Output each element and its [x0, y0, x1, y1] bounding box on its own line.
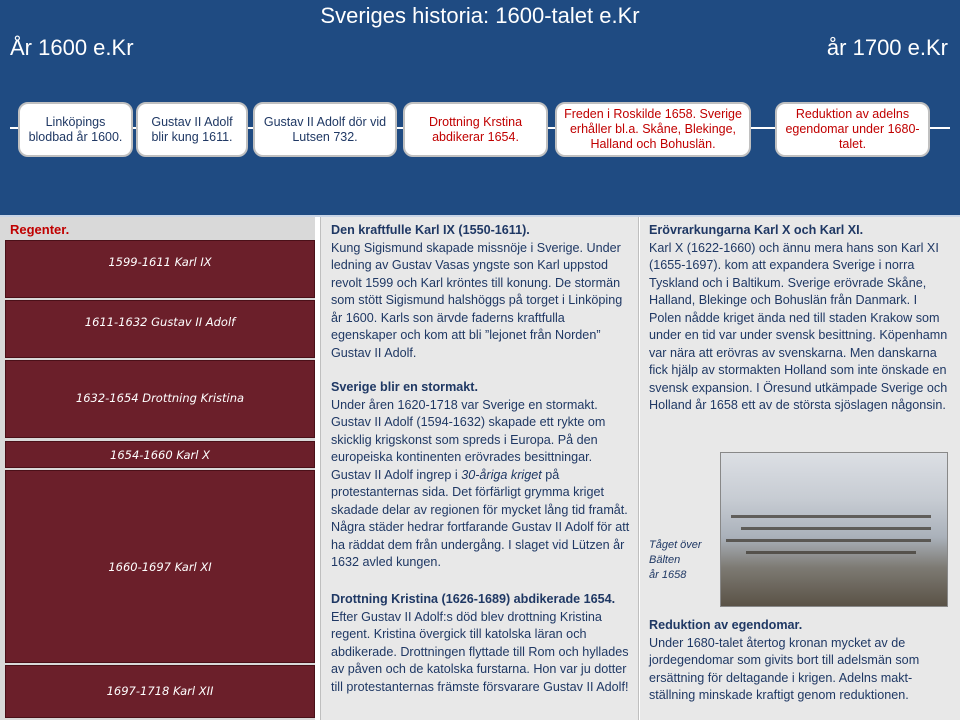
regent-label: 1654-1660 Karl X [110, 448, 210, 462]
regent-karl-x[interactable] [5, 441, 315, 468]
painting-army-row [741, 527, 931, 530]
event-text: Gustav II Adolf blir kung 1611. [151, 114, 233, 144]
regent-label: 1697-1718 Karl XII [106, 684, 214, 698]
regent-karl-xi[interactable] [5, 470, 315, 663]
regent-label: 1611-1632 Gustav II Adolf [84, 315, 236, 329]
section-stormakt [331, 379, 631, 572]
section-body [331, 397, 631, 572]
timeline-event-reduktion[interactable] [775, 102, 930, 157]
event-text: Gustav II Adolf dör vid Lutsen 732. [263, 114, 387, 144]
section-heading: Den kraftfulle Karl IX (1550-1611). [331, 223, 530, 237]
section-karl-ix [331, 222, 631, 362]
section-body: Karl X (1622-1660) och ännu mera hans son Karl XI (1655-1697). kom att expandera Sverige i norra Tyskland och i Baltikum. Sverige erövrade Skåne, Halland, Blekinge och Bohuslän från Danmark. I Polen nådde kriget ända ned till staden Krakow som under en tid var under svensk besittning. Köpenhamn var nära att erövras av svenskarna. Men danskarna fick hjälp av stormakten Holland som inte önskade en svensk expansion. I Öresund utkämpade Sverige och Holland år 1658 ett av de största sjöslagen någonsin. [649, 240, 948, 412]
painting-image [720, 452, 948, 607]
caption-line: Tåget över [649, 539, 702, 551]
body-text: Under åren 1620-1718 var Sverige en stormakt. Gustav II Adolf (1594-1632) skapade ett rykte om skicklig krigskonst som spreds i Europa. På den europeiska kontinenten erövrades besittningar. Gustav II Adolf ingrep i [331, 397, 606, 482]
painting-caption [649, 538, 702, 583]
body-text: på protestanternas sida. Det förfärligt grymma kriget skadade delar av regionen för mycket lång tid framåt. Några städer hedrar fortfarande Gustav II Adolf för att ha räddat dem från undergång. I slaget vid Lützen år 1632 avled kungen. [331, 467, 630, 569]
section-body: Efter Gustav II Adolf:s död blev drottning Kristina regent. Kristina övergick till katolska läran och abdikerade. Drottningen flyttade till Rom och hyllades av påven och de katolska furstarna. Hon var ju dotter till protestanternas främste försvarare Gustav II Adolf! [331, 609, 629, 694]
regent-label: 1660-1697 Karl XI [108, 560, 212, 574]
painting-army-row [726, 539, 931, 542]
section-heading: Drottning Kristina (1626-1689) abdikerade 1654. [331, 592, 616, 606]
timeline-end-year: år 1700 e.Kr [826, 35, 948, 60]
section-kristina [331, 591, 631, 696]
regent-drottning-kristina[interactable] [5, 360, 315, 438]
regent-label: 1599-1611 Karl IX [108, 255, 212, 269]
section-heading: Erövrarkungarna Karl X och Karl XI. [649, 223, 864, 237]
section-body: Kung Sigismund skapade missnöje i Sverige. Under ledning av Gustav Vasas yngste son Karl uppstod revolt 1599 och Karl kröntes till konung. De stormän som stött Sigismund halshöggs på torget i Linköping år 1600. Karls son ärvde faderns kraftfulla egenskaper och kom att bli ”lejonet från Norden” Gustav II Adolf. [331, 240, 623, 360]
regent-label: 1632-1654 Drottning Kristina [75, 391, 245, 405]
page-title: Sveriges historia: 1600-talet e.Kr [320, 3, 640, 28]
event-text: Drottning Krstina abdikerar 1654. [428, 114, 523, 144]
section-body: Under 1680-talet återtog kronan mycket av de jordegendomar som givits bort till adelsmän som ersättning för deltagande i krigen. Adelns makt-ställning minskade kraftigt genom reduktionen. [649, 635, 920, 702]
regent-karl-xii[interactable] [5, 665, 315, 718]
section-reduktion [649, 617, 949, 705]
timeline-event-kristina[interactable] [403, 102, 548, 157]
section-heading: Sverige blir en stormakt. [331, 380, 478, 394]
caption-line: år 1658 [649, 569, 687, 581]
timeline-event-roskilde[interactable] [555, 102, 751, 157]
regent-gustav-ii-adolf[interactable] [5, 300, 315, 358]
section-erovrarkungarna [649, 222, 949, 415]
body-italic-text: 30-åriga kriget [461, 467, 542, 482]
regent-karl-ix[interactable] [5, 240, 315, 298]
timeline-event-linkoping[interactable] [18, 102, 133, 157]
regents-title: Regenter. [10, 222, 70, 237]
timeline-event-gustav-king[interactable] [136, 102, 248, 157]
timeline-start-year: År 1600 e.Kr [10, 35, 134, 60]
painting-army-row [731, 515, 931, 518]
caption-line: Bälten [649, 554, 681, 566]
timeline-header [0, 0, 960, 217]
event-text: Freden i Roskilde 1658. Sverige erhåller bl.a. Skåne, Blekinge, Halland och Bohuslän. [564, 107, 742, 151]
event-text: Reduktion av adelns egendomar under 1680-talet. [785, 107, 920, 151]
timeline-event-gustav-death[interactable] [253, 102, 397, 157]
event-text: Linköpings blodbad år 1600. [28, 114, 123, 144]
section-heading: Reduktion av egendomar. [649, 618, 803, 632]
painting-army-row [746, 551, 916, 554]
